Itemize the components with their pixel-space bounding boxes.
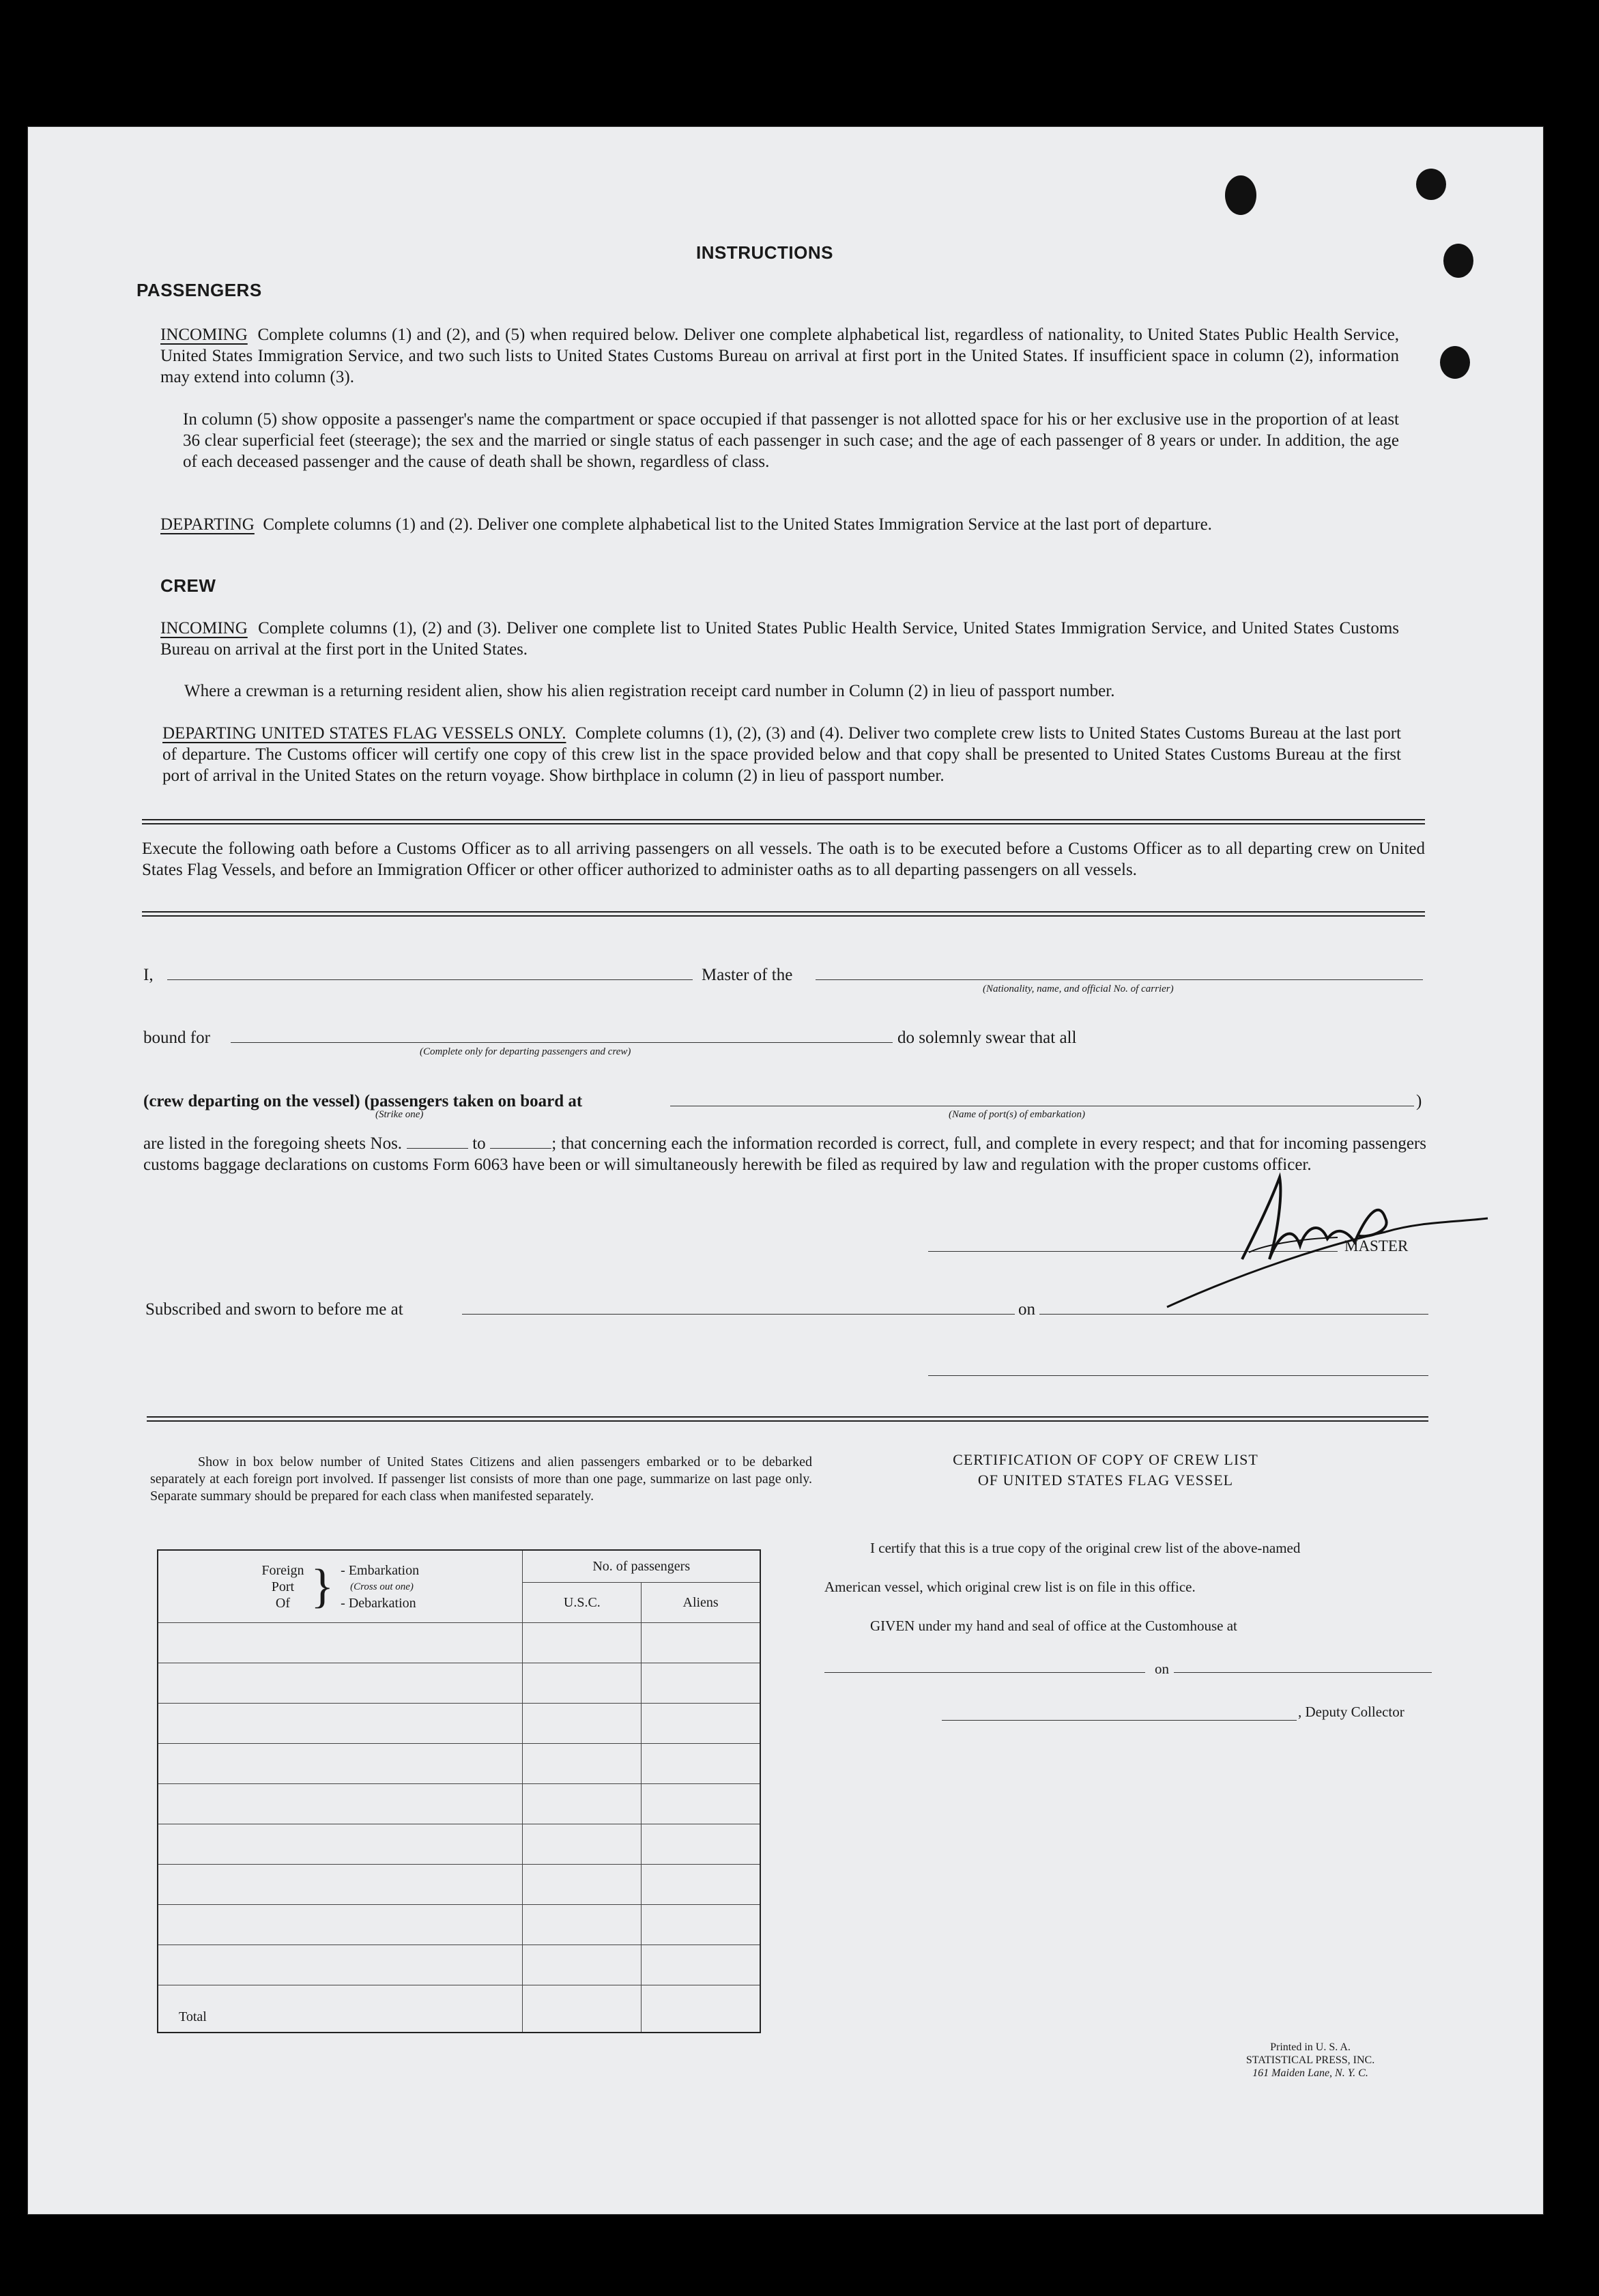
table-row: [158, 1865, 760, 1905]
crew-incoming-label: INCOMING: [160, 619, 248, 637]
usc-cell[interactable]: [523, 1865, 642, 1905]
crew-departing-text: Complete columns (1), (2), (3) and (4). Deliver two complete crew lists to United States Customs Bureau at the last port of departure. The Customs officer will certify one copy of this crew list in the space provided below and that copy shall be presented to United States Customs Bureau at the first port of arrival in the United States on the return voyage. Show birthplace in column (2) in lieu of passport number.: [162, 724, 1401, 785]
ink-blot: [1225, 175, 1256, 215]
crew-departing-label: (crew departing on the vessel) (passengers taken on board at: [143, 1092, 583, 1110]
usc-cell[interactable]: [523, 1784, 642, 1824]
table-row: [158, 1945, 760, 1985]
passengers-departing-paragraph: [160, 514, 1399, 535]
table-header-row: [158, 1550, 760, 1583]
passengers-departing-text: Complete columns (1) and (2). Deliver one complete alphabetical list to the United States Immigration Service at the last port of departure.: [263, 515, 1212, 534]
crew-incoming-text: Complete columns (1), (2) and (3). Deliver one complete list to United States Public Health Service, United States Immigration Service, and United States Customs Bureau on arrival at the first port in the United States.: [160, 619, 1400, 659]
cert-date-field[interactable]: [1174, 1672, 1432, 1673]
aliens-header: Aliens: [642, 1583, 760, 1623]
sheets-text: ; that concerning each the information recorded is correct, full, and complete in every respect; and that for incoming passengers customs baggage declarations on customs Form 6063 have been or will simultaneously herewith be filed as required by law and regulation with the proper customs officer.: [143, 1134, 1426, 1174]
brace-glyph: }: [311, 1560, 334, 1613]
usc-total-cell[interactable]: [523, 1985, 642, 2033]
punch-hole: [1416, 169, 1446, 200]
port-label: Port: [271, 1579, 295, 1594]
printer-line-2: STATISTICAL PRESS, INC.: [1245, 2054, 1375, 2066]
oath-instruction: Execute the following oath before a Customs Officer as to all arriving passengers on all vessels. The oath is to be executed before a Customs Officer as to all departing crew on United States Flag Vessels, and before an Immigration Officer or other officer authorized to administer oaths as to all departing passengers on all vessels.: [142, 840, 1425, 879]
carrier-note: (Nationality, name, and official No. of carrier): [983, 984, 1174, 994]
officer-signature-field[interactable]: [928, 1375, 1428, 1376]
port-cell[interactable]: [158, 1945, 523, 1985]
usc-cell[interactable]: [523, 1663, 642, 1704]
sworn-place-field[interactable]: [462, 1314, 1015, 1315]
usc-cell[interactable]: [523, 1824, 642, 1865]
punch-hole: [1440, 346, 1470, 379]
usc-cell[interactable]: [523, 1744, 642, 1784]
given-line: GIVEN under my hand and seal of office at the Customhouse at: [870, 1618, 1237, 1634]
master-label: MASTER: [1344, 1237, 1409, 1254]
port-cell[interactable]: [158, 1744, 523, 1784]
master-of-label: Master of the: [702, 966, 793, 984]
customhouse-field[interactable]: [824, 1672, 1145, 1673]
certify-line-1: I certify that this is a true copy of the original crew list of the above-named: [870, 1540, 1301, 1556]
box-instruction: Show in box below number of United States Citizens and alien passengers embarked or to be debarked separately at each foreign port involved. If passenger list consists of more than one page, summarize on last page only. Separate summary should be prepared for each class when manifested separately.: [150, 1454, 812, 1504]
sheets-label: are listed in the foregoing sheets Nos.: [143, 1134, 403, 1153]
section-divider: [142, 819, 1425, 824]
column5-paragraph: In column (5) show opposite a passenger's name the compartment or space occupied if that passenger is not allotted space for his or her exclusive use in the proportion of at least 36 clear superficial feet (steerage); the sex and the married or single status of each passenger in such case; and the age of each passenger of 8 years or under. In addition, the age of each deceased passenger and the cause of death shall be shown, regardless of class.: [183, 410, 1399, 471]
aliens-cell[interactable]: [642, 1945, 760, 1985]
table-row: [158, 1744, 760, 1784]
total-label: Total: [158, 1985, 523, 2033]
port-cell[interactable]: [158, 1784, 523, 1824]
sworn-on-label: on: [1018, 1300, 1035, 1319]
total-row: [158, 1985, 760, 2033]
table-row: [158, 1784, 760, 1824]
master-signature: [1160, 1157, 1501, 1314]
table-row: [158, 1704, 760, 1744]
port-header-cell: [158, 1550, 523, 1623]
aliens-cell[interactable]: [642, 1623, 760, 1663]
certification-title-2: OF UNITED STATES FLAG VESSEL: [977, 1472, 1234, 1489]
passenger-summary-table: [157, 1549, 761, 2033]
port-cell[interactable]: [158, 1704, 523, 1744]
punch-hole: [1443, 244, 1473, 278]
table-row: [158, 1905, 760, 1945]
deputy-signature-field[interactable]: [942, 1720, 1297, 1721]
usc-cell[interactable]: [523, 1704, 642, 1744]
section-divider: [142, 911, 1425, 917]
oath-i-label: I,: [143, 966, 154, 984]
passengers-incoming-text: Complete columns (1) and (2), and (5) when required below. Deliver one complete alphabetical list, regardless of nationality, to United States Public Health Service, United States Immigration Service, and two such lists to United States Customs Bureau on arrival at first port in the United States. If insufficient space in column (2), information may extend into column (3).: [160, 326, 1400, 386]
printer-line-1: Printed in U. S. A.: [1270, 2041, 1351, 2053]
sworn-date-field[interactable]: [1039, 1314, 1428, 1315]
usc-cell[interactable]: [523, 1945, 642, 1985]
aliens-cell[interactable]: [642, 1824, 760, 1865]
table-row: [158, 1663, 760, 1704]
port-cell[interactable]: [158, 1905, 523, 1945]
aliens-cell[interactable]: [642, 1905, 760, 1945]
aliens-cell[interactable]: [642, 1784, 760, 1824]
aliens-cell[interactable]: [642, 1744, 760, 1784]
crew-departing-paragraph: [162, 723, 1401, 786]
section-divider: [147, 1416, 1428, 1422]
cross-out-note: (Cross out one): [350, 1581, 414, 1592]
swear-label: do solemnly swear that all: [897, 1029, 1077, 1047]
printer-line-3: 161 Maiden Lane, N. Y. C.: [1252, 2067, 1368, 2079]
sheet-to-field[interactable]: [490, 1136, 551, 1149]
port-note: (Name of port(s) of embarkation): [949, 1109, 1085, 1120]
bound-for-field[interactable]: [231, 1042, 893, 1043]
subscribed-label: Subscribed and sworn to before me at: [145, 1300, 403, 1319]
aliens-cell[interactable]: [642, 1704, 760, 1744]
bound-for-label: bound for: [143, 1029, 210, 1047]
of-label: Of: [275, 1595, 290, 1611]
certification-title-1: CERTIFICATION OF COPY OF CREW LIST: [953, 1451, 1258, 1468]
debarkation-label: - Debarkation: [341, 1595, 416, 1611]
table-row: [158, 1623, 760, 1663]
page-title: INSTRUCTIONS: [696, 242, 833, 263]
usc-cell[interactable]: [523, 1623, 642, 1663]
strike-one-note: (Strike one): [375, 1109, 424, 1120]
printer-imprint: [1215, 2041, 1406, 2080]
passengers-incoming-label: INCOMING: [160, 326, 248, 344]
carrier-field[interactable]: [816, 979, 1423, 980]
port-cell[interactable]: [158, 1865, 523, 1905]
passengers-departing-label: DEPARTING: [160, 515, 255, 534]
aliens-cell[interactable]: [642, 1663, 760, 1704]
no-passengers-header: No. of passengers: [523, 1550, 760, 1583]
aliens-total-cell[interactable]: [642, 1985, 760, 2033]
cert-on-label: on: [1155, 1661, 1169, 1677]
aliens-cell[interactable]: [642, 1865, 760, 1905]
document-page: [27, 126, 1544, 2215]
master-name-field[interactable]: [167, 979, 693, 980]
close-paren: ): [1416, 1092, 1422, 1110]
foreign-label: Foreign: [261, 1562, 304, 1578]
port-cell[interactable]: [158, 1663, 523, 1704]
passengers-incoming-paragraph: [160, 324, 1399, 388]
embarkation-label: - Embarkation: [341, 1562, 420, 1578]
crew-incoming-paragraph: [160, 618, 1399, 660]
passengers-heading: PASSENGERS: [136, 280, 262, 300]
port-cell[interactable]: [158, 1824, 523, 1865]
port-cell[interactable]: [158, 1623, 523, 1663]
certify-line-2: American vessel, which original crew list is on file in this office.: [824, 1579, 1196, 1595]
usc-header: U.S.C.: [523, 1583, 642, 1623]
crew-heading: CREW: [160, 575, 216, 596]
crew-resident-paragraph: Where a crewman is a returning resident alien, show his alien registration receipt card number in Column (2) in lieu of passport number.: [184, 682, 1115, 700]
crew-departing-label: DEPARTING UNITED STATES FLAG VESSELS ONLY.: [162, 724, 566, 743]
table-row: [158, 1824, 760, 1865]
sheets-to-label: to: [472, 1134, 486, 1153]
sheet-from-field[interactable]: [407, 1136, 468, 1149]
deputy-collector-label: , Deputy Collector: [1298, 1704, 1404, 1720]
usc-cell[interactable]: [523, 1905, 642, 1945]
bound-note: (Complete only for departing passengers and crew): [420, 1046, 631, 1057]
